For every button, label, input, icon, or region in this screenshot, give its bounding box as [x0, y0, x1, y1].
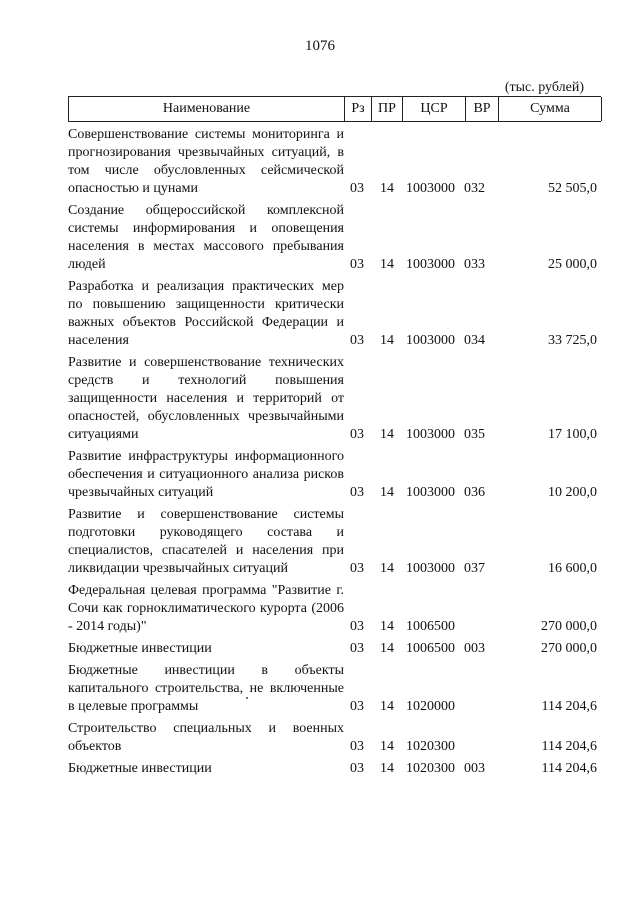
scan-speck [246, 697, 248, 699]
row-pr: 14 [380, 257, 394, 272]
row-rz: 03 [350, 333, 364, 348]
row-rz: 03 [350, 485, 364, 500]
row-rz: 03 [350, 699, 364, 714]
row-csr: 1006500 [406, 619, 455, 634]
row-csr: 1003000 [406, 427, 455, 442]
row-csr: 1020000 [406, 699, 455, 714]
header-pr: ПР [372, 97, 403, 121]
table-row [68, 640, 601, 658]
row-csr: 1003000 [406, 561, 455, 576]
row-sum: 270 000,0 [541, 619, 597, 634]
row-pr: 14 [380, 761, 394, 776]
table-body [68, 126, 601, 782]
table-row [68, 448, 601, 502]
row-name: Федеральная целевая программа "Развитие г. Сочи как горноклиматического курорта (2006 - 2014 годы)" [68, 583, 344, 634]
row-pr: 14 [380, 739, 394, 754]
table-header [68, 96, 601, 122]
row-name: Развитие и совершенствование системы подготовки руководящего состава и специалистов, спасателей и населения при ликвидации чрезвычайных ситуаций [68, 507, 344, 576]
row-csr: 1020300 [406, 761, 455, 776]
table-row [68, 126, 601, 198]
row-sum: 25 000,0 [548, 257, 597, 272]
row-sum: 33 725,0 [548, 333, 597, 348]
header-name: Наименование [69, 97, 345, 121]
row-name: Бюджетные инвестиции в объекты капитального строительства, не включенные в целевые программы [68, 663, 344, 714]
row-vr: 033 [464, 257, 485, 272]
table-row [68, 354, 601, 444]
row-csr: 1006500 [406, 641, 455, 656]
row-name: Строительство специальных и военных объектов [68, 721, 344, 754]
row-vr: 003 [464, 641, 485, 656]
row-csr: 1003000 [406, 333, 455, 348]
header-csr: ЦСР [403, 97, 466, 121]
row-vr: 037 [464, 561, 485, 576]
row-sum: 16 600,0 [548, 561, 597, 576]
row-vr: 035 [464, 427, 485, 442]
row-rz: 03 [350, 619, 364, 634]
row-vr: 036 [464, 485, 485, 500]
row-name: Бюджетные инвестиции [68, 761, 212, 776]
table-row [68, 506, 601, 578]
row-rz: 03 [350, 641, 364, 656]
header-vr: ВР [466, 97, 499, 121]
row-rz: 03 [350, 561, 364, 576]
row-rz: 03 [350, 427, 364, 442]
page-number: 1076 [305, 38, 335, 54]
header-rz: Рз [345, 97, 372, 121]
row-csr: 1003000 [406, 181, 455, 196]
table-row [68, 582, 601, 636]
row-sum: 114 204,6 [541, 739, 597, 754]
row-name: Развитие и совершенствование технических средств и технологий повышения защищенности населения и территорий от опасностей, обусловленных чрезвычайными ситуациями [68, 355, 344, 442]
row-name: Создание общероссийской комплексной системы информирования и оповещения населения в местах массового пребывания людей [68, 203, 344, 272]
row-csr: 1020300 [406, 739, 455, 754]
row-pr: 14 [380, 333, 394, 348]
row-csr: 1003000 [406, 485, 455, 500]
table-row [68, 760, 601, 778]
table-row [68, 720, 601, 756]
row-name: Совершенствование системы мониторинга и прогнозирования чрезвычайных ситуаций, в том числе обусловленных сейсмической опасностью и цунами [68, 127, 344, 196]
row-rz: 03 [350, 181, 364, 196]
row-pr: 14 [380, 699, 394, 714]
row-sum: 17 100,0 [548, 427, 597, 442]
row-vr: 034 [464, 333, 485, 348]
row-pr: 14 [380, 181, 394, 196]
row-name: Развитие инфраструктуры информационного обеспечения и ситуационного анализа рисков чрезвычайных ситуаций [68, 449, 344, 500]
row-sum: 114 204,6 [541, 761, 597, 776]
row-pr: 14 [380, 619, 394, 634]
row-rz: 03 [350, 761, 364, 776]
row-sum: 52 505,0 [548, 181, 597, 196]
row-pr: 14 [380, 561, 394, 576]
row-sum: 114 204,6 [541, 699, 597, 714]
row-vr: 003 [464, 761, 485, 776]
row-csr: 1003000 [406, 257, 455, 272]
table-row [68, 662, 601, 716]
row-name: Разработка и реализация практических мер по повышению защищенности критически важных объектов Российской Федерации и населения [68, 279, 344, 348]
row-vr: 032 [464, 181, 485, 196]
row-sum: 270 000,0 [541, 641, 597, 656]
units-label: (тыс. рублей) [504, 80, 584, 95]
row-sum: 10 200,0 [548, 485, 597, 500]
row-pr: 14 [380, 427, 394, 442]
row-name: Бюджетные инвестиции [68, 641, 212, 656]
header-sum: Сумма [499, 97, 602, 121]
row-rz: 03 [350, 257, 364, 272]
row-pr: 14 [380, 485, 394, 500]
table-row [68, 202, 601, 274]
table-row [68, 278, 601, 350]
row-pr: 14 [380, 641, 394, 656]
row-rz: 03 [350, 739, 364, 754]
